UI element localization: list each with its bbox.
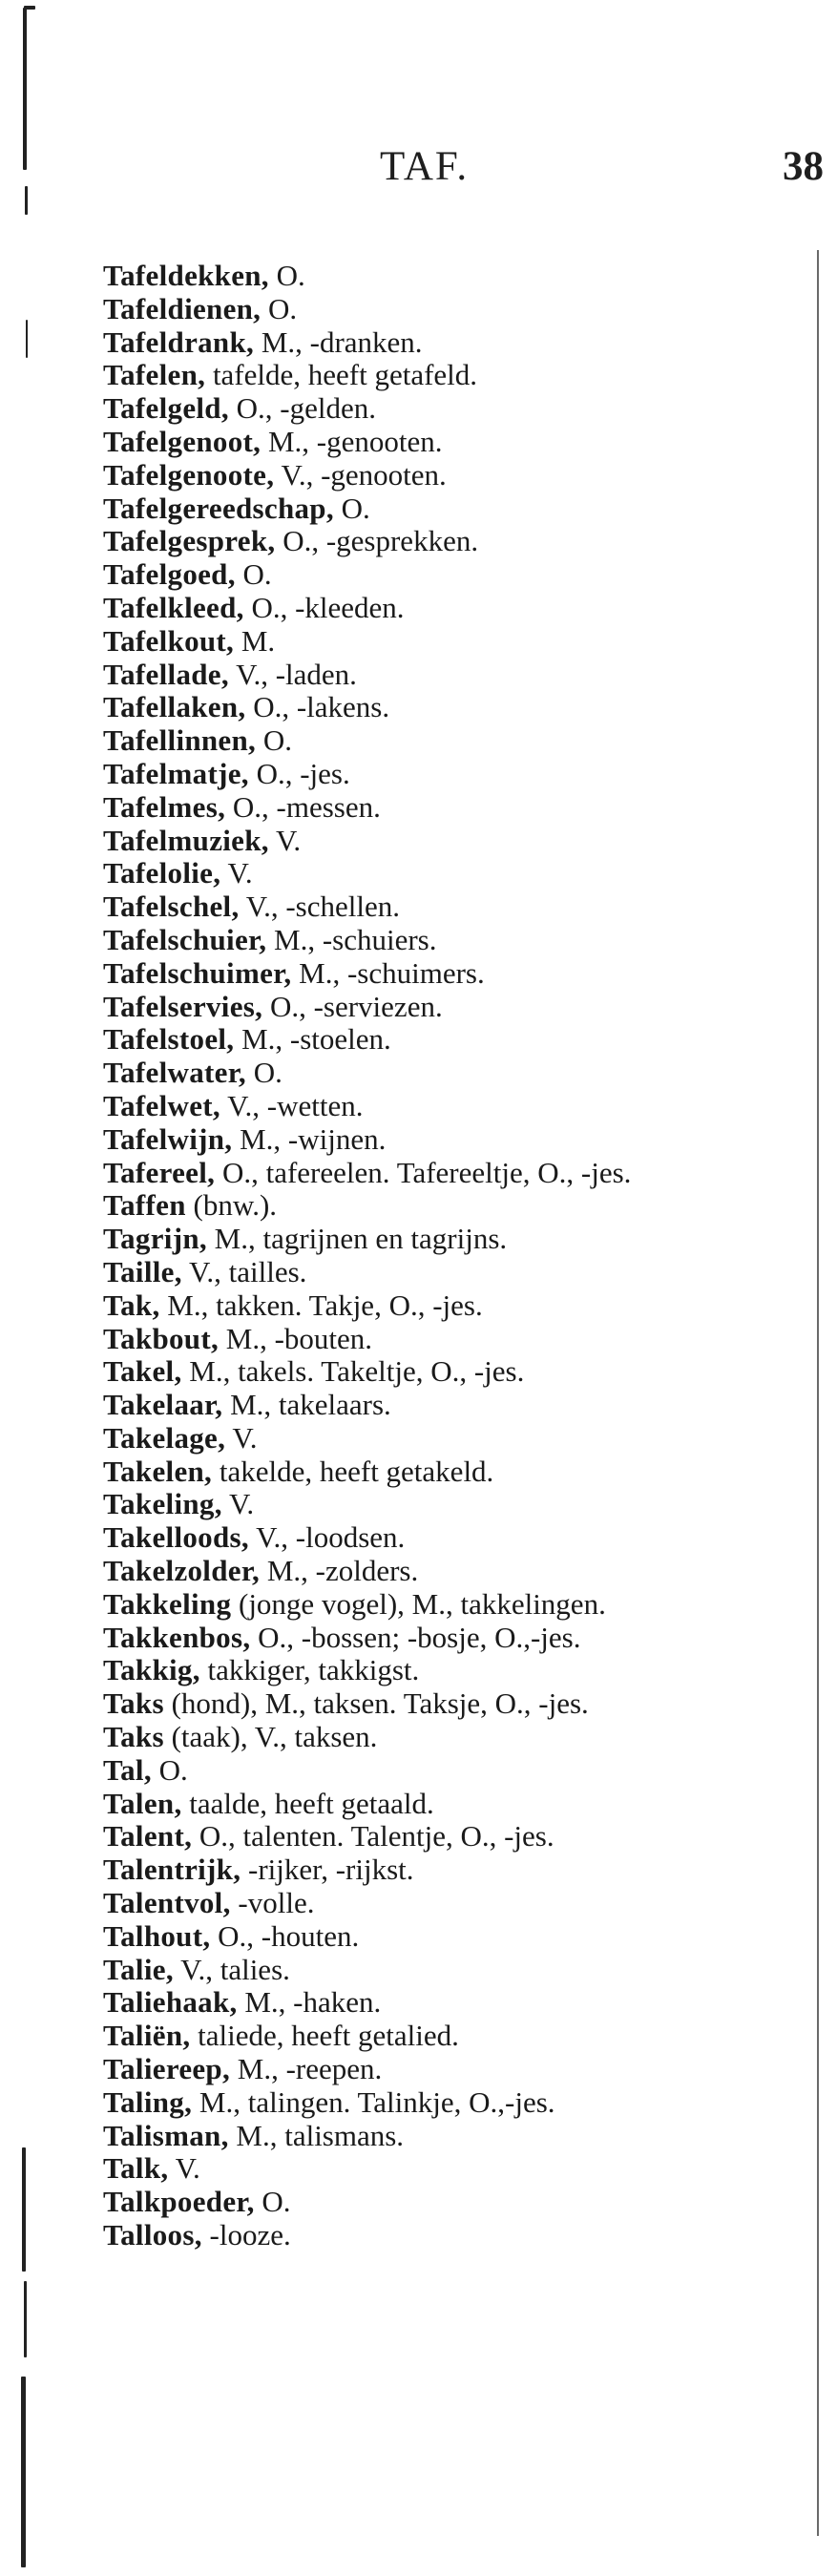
entry-headword: Tafelgesprek, [103,524,276,558]
running-head: TAF. [380,144,470,189]
entry-headword: Takelloods, [103,1520,249,1555]
entry-headword: Talhout, [103,1918,211,1953]
entry-definition: O. [235,557,272,592]
dictionary-entry [103,991,809,1024]
entry-definition: M., takelaars. [222,1388,391,1422]
entry-definition: V. [221,1487,255,1521]
dictionary-entry [103,857,809,890]
entry-headword: Tafereel, [103,1155,216,1189]
entry-headword: Tafeldrank, [103,325,255,359]
entry-definition: M., -schuimers. [291,955,485,990]
entry-headword: Takelzolder, [103,1554,261,1588]
dictionary-entry [103,1622,809,1655]
entry-definition: O. [256,723,292,758]
dictionary-entry [103,2219,809,2252]
dictionary-entry [103,924,809,957]
entry-definition: M., takken. Takje, O., -jes. [159,1288,483,1322]
dictionary-entry [103,1223,809,1256]
entry-headword: Talentvol, [103,1886,231,1920]
entry-definition: M., -reepen. [230,2052,383,2086]
entry-headword: Tafellaken, [103,690,246,724]
dictionary-entry [103,426,809,459]
dictionary-entry [103,592,809,625]
entry-definition: O., -kleeden. [243,590,405,624]
entry-headword: Takkeling [103,1586,232,1621]
entry-definition: M., -dranken. [254,325,423,359]
entry-definition: (taak), V., taksen. [163,1720,378,1754]
dictionary-entry [103,2120,809,2153]
entry-definition: (hond), M., taksen. Taksje, O., -jes. [163,1686,589,1721]
dictionary-entry [103,492,809,526]
entry-headword: Tafelgeld, [103,391,229,426]
entry-headword: Tak, [103,1288,160,1322]
dictionary-entry [103,2186,809,2219]
entry-definition: V. [220,856,253,890]
entry-headword: Tafelkleed, [103,590,244,624]
entry-definition: O., -messen. [225,789,381,824]
dictionary-entry [103,625,809,659]
entry-headword: Tafeldienen, [103,291,262,325]
entry-headword: Taling, [103,2084,193,2119]
entry-definition: V., tailles. [181,1254,307,1288]
dictionary-entry [103,260,809,293]
entry-headword: Taliereep, [103,2052,231,2086]
entry-headword: Tafeldekken, [103,259,269,292]
dictionary-entry [103,459,809,492]
dictionary-entry [103,1521,809,1555]
entry-headword: Tafelwater, [103,1056,246,1090]
entry-headword: Tafelgenoote, [103,457,275,492]
entry-headword: Taille, [103,1254,182,1288]
entry-definition: O. [261,291,298,325]
entry-definition: O. [254,2185,291,2219]
entry-definition: V. [168,2151,200,2186]
entry-headword: Talkpoeder, [103,2185,255,2219]
page-number: 38 [783,144,824,189]
entry-headword: Tafellade, [103,657,229,691]
entry-definition: O., -gesprekken. [275,524,479,558]
entry-definition: -rijker, -rijkst. [241,1853,414,1887]
dictionary-entry [103,1323,809,1356]
entry-headword: Tafelen, [103,358,206,392]
dictionary-entry [103,791,809,825]
dictionary-entry [103,1157,809,1190]
dictionary-entry [103,525,809,558]
entry-definition: M., talismans. [228,2118,405,2152]
dictionary-entry [103,1920,809,1954]
entry-headword: Tafelkout, [103,623,235,658]
entry-headword: Takbout, [103,1321,220,1355]
entry-definition: O. [333,491,370,525]
entry-headword: Taks [103,1686,164,1721]
entry-headword: Takel, [103,1354,182,1389]
dictionary-entry [103,957,809,991]
entry-definition: V., -genooten. [274,457,447,492]
entry-headword: Talentrijk, [103,1853,241,1887]
entry-definition: V., talies. [173,1952,290,1986]
entry-headword: Takelaar, [103,1388,223,1422]
entry-headword: Talk, [103,2151,169,2186]
entry-definition: (jonge vogel), M., takkelingen. [231,1586,606,1621]
entry-headword: Tal, [103,1752,152,1787]
dictionary-entry [103,1422,809,1456]
entry-headword: Tafelgoed, [103,557,236,592]
entry-definition: O., -gelden. [228,391,376,426]
dictionary-entry [103,1189,809,1223]
entry-headword: Tafelmatje, [103,756,249,790]
entry-definition: O. [245,1056,282,1090]
dictionary-entry [103,1057,809,1090]
dictionary-entry [103,2053,809,2086]
dictionary-entry [103,1588,809,1622]
dictionary-entry [103,1887,809,1920]
entry-definition: O., -houten. [210,1918,360,1953]
entry-definition: O. [151,1752,188,1787]
dictionary-entry [103,326,809,360]
dictionary-entry [103,1654,809,1687]
entry-definition: O., talenten. Talentje, O., -jes. [192,1819,555,1853]
dictionary-entry [103,1023,809,1057]
entry-headword: Tafelschuimer, [103,955,292,990]
entry-definition: takelde, heeft getakeld. [212,1454,494,1488]
dictionary-entry [103,392,809,426]
dictionary-entry [103,1389,809,1422]
dictionary-entry [103,1488,809,1521]
entry-definition: taliede, heeft getalied. [190,2019,459,2053]
entry-definition: M., tagrijnen en tagrijns. [206,1222,508,1256]
dictionary-entry [103,1820,809,1853]
entry-list [103,260,809,2252]
entry-definition: M., talingen. Talinkje, O.,-jes. [192,2084,555,2119]
entry-definition: -looze. [201,2218,291,2252]
dictionary-entry [103,2086,809,2120]
entry-headword: Taffen [103,1188,186,1223]
entry-definition: -volle. [230,1886,315,1920]
entry-headword: Takkenbos, [103,1620,251,1654]
entry-definition: M., -zolders. [260,1554,419,1588]
dictionary-entry [103,1123,809,1157]
entry-headword: Tafellinnen, [103,723,257,758]
entry-headword: Talent, [103,1819,193,1853]
dictionary-entry [103,2152,809,2186]
entry-headword: Takkig, [103,1653,200,1687]
entry-headword: Tafelolie, [103,856,221,890]
entry-definition: M. [234,623,276,658]
entry-headword: Taliehaak, [103,1985,238,2020]
dictionary-entry [103,359,809,392]
entry-headword: Talloos, [103,2218,202,2252]
entry-headword: Tagrijn, [103,1222,207,1256]
entry-definition: V., -wetten. [220,1088,364,1122]
entry-definition: O., -serviezen. [262,989,443,1023]
entry-headword: Talisman, [103,2118,229,2152]
entry-definition: M., -wijnen. [232,1121,387,1156]
entry-headword: Tafelschuier, [103,922,267,956]
entry-definition: O., -lakens. [245,690,390,724]
dictionary-entry [103,1456,809,1489]
entry-definition: O., tafereelen. Tafereeltje, O., -jes. [215,1155,632,1189]
entry-definition: V., -loodsen. [248,1520,406,1555]
entry-headword: Tafelwet, [103,1088,220,1122]
entry-headword: Tafelgereedschap, [103,491,334,525]
entry-headword: Takelage, [103,1420,226,1455]
dictionary-entry [103,691,809,724]
entry-definition: tafelde, heeft getafeld. [205,358,478,392]
dictionary-entry [103,1090,809,1123]
entry-headword: Takeling, [103,1487,222,1521]
entry-definition: V., -laden. [228,657,357,691]
entry-definition: taalde, heeft getaald. [181,1786,434,1820]
dictionary-entry [103,1721,809,1754]
dictionary-entry [103,1788,809,1821]
entry-definition: V. [225,1420,258,1455]
entry-headword: Tafelmes, [103,789,226,824]
entry-headword: Taks [103,1720,164,1754]
dictionary-entry [103,1289,809,1323]
entry-definition: V. [268,823,302,857]
entry-definition: M., -schuiers. [266,922,437,956]
entry-headword: Takelen, [103,1454,213,1488]
dictionary-entry [103,558,809,592]
dictionary-entry [103,758,809,791]
dictionary-entry [103,1256,809,1289]
dictionary-entry [103,1555,809,1588]
entry-definition: M., takels. Takeltje, O., -jes. [181,1354,525,1389]
entry-definition: O., -bossen; -bosje, O.,-jes. [250,1620,581,1654]
dictionary-entry [103,1754,809,1788]
entry-definition: (bnw.). [185,1188,278,1223]
entry-headword: Tafelwijn, [103,1121,233,1156]
entry-definition: takkiger, takkigst. [199,1653,420,1687]
entry-definition: V., -schellen. [239,890,400,924]
dictionary-entry [103,659,809,692]
dictionary-entry [103,890,809,924]
entry-definition: O., -jes. [248,756,350,790]
entry-headword: Tafelmuziek, [103,823,269,857]
entry-definition: M., -genooten. [261,424,443,458]
dictionary-entry [103,2020,809,2053]
entry-definition: M., -bouten. [219,1321,373,1355]
dictionary-entry [103,1954,809,1987]
column-rule [817,250,819,2536]
dictionary-entry [103,1355,809,1389]
scan-margin-marks [19,0,32,2576]
entry-headword: Tafelgenoot, [103,424,262,458]
entry-headword: Talie, [103,1952,174,1986]
dictionary-entry [103,293,809,326]
entry-headword: Taliën, [103,2019,191,2053]
dictionary-entry [103,1853,809,1887]
entry-definition: M., -stoelen. [234,1022,391,1057]
entry-headword: Tafelstoel, [103,1022,235,1057]
entry-headword: Talen, [103,1786,182,1820]
entry-headword: Tafelschel, [103,890,240,924]
dictionary-entry [103,724,809,758]
entry-definition: O. [268,259,305,292]
dictionary-entry [103,1687,809,1721]
entry-headword: Tafelservies, [103,989,263,1023]
dictionary-entry [103,825,809,858]
entry-definition: M., -haken. [237,1985,382,2020]
dictionary-entry [103,1986,809,2020]
